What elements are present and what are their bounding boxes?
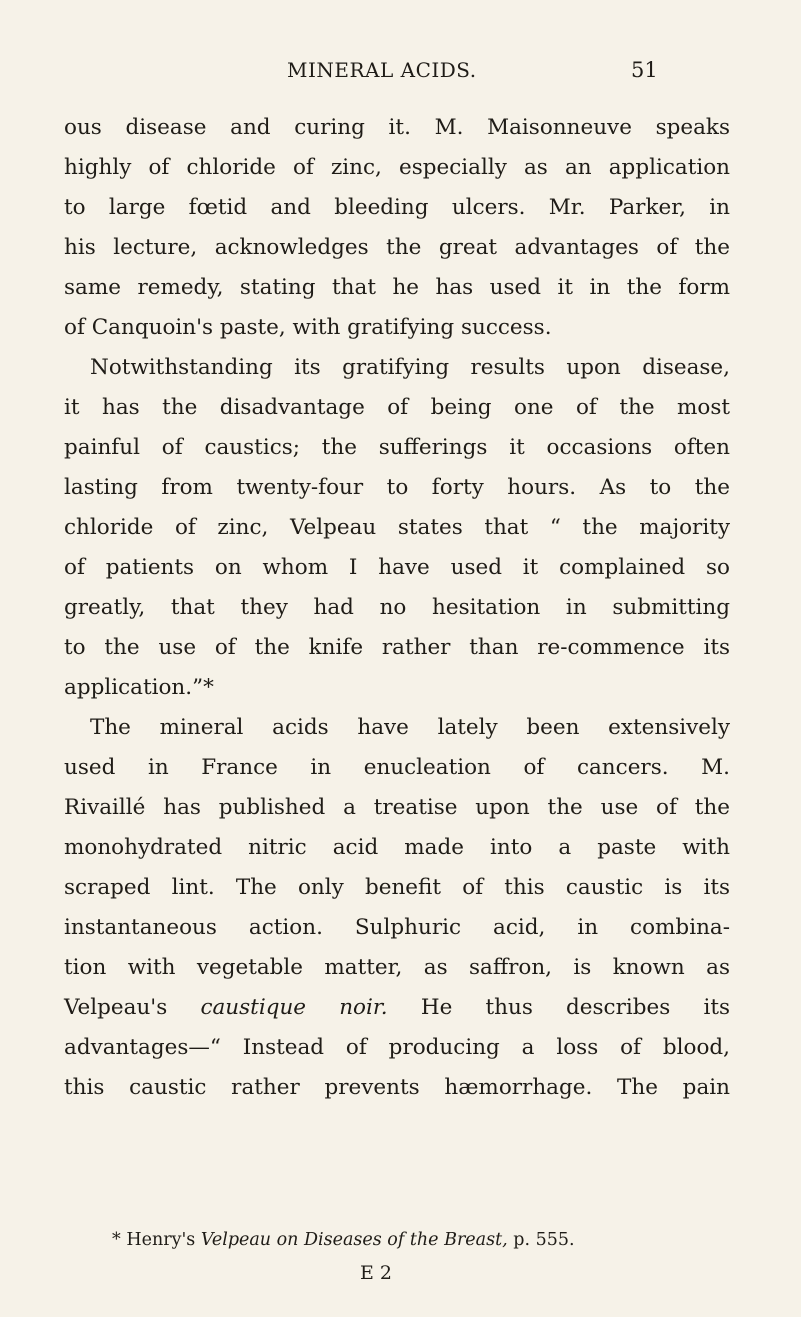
footnote-title: Velpeau on Diseases of the Breast, xyxy=(200,1230,508,1250)
text-line: of Canquoin's paste, with gratifying success. xyxy=(64,315,552,340)
text-line: greatly, that they had no hesitation in submitting xyxy=(64,595,730,620)
text-line: it has the disadvantage of being one of the most xyxy=(64,395,730,420)
paragraph-start-line: The mineral acids have lately been extensively xyxy=(90,715,730,740)
text-line: application.”* xyxy=(64,675,214,700)
text-line-with-italic xyxy=(64,988,730,1028)
text-line: used in France in enucleation of cancers. M. xyxy=(64,755,730,780)
page-number: 51 xyxy=(631,58,658,82)
line-segment: He thus describes its xyxy=(387,995,730,1020)
text-line: ous disease and curing it. M. Maisonneuve speaks xyxy=(64,115,730,140)
text-line: same remedy, stating that he has used it in the form xyxy=(64,275,730,300)
text-line: of patients on whom I have used it complained so xyxy=(64,555,730,580)
body-text xyxy=(64,108,730,1108)
text-line: Rivaillé has published a treatise upon the use of the xyxy=(64,795,730,820)
page-header xyxy=(0,58,801,88)
text-line: painful of caustics; the sufferings it occasions often xyxy=(64,435,730,460)
text-line: instantaneous action. Sulphuric acid, in combina- xyxy=(64,915,730,940)
italic-term: caustique noir. xyxy=(200,995,388,1020)
text-line: highly of chloride of zinc, especially as an application xyxy=(64,155,730,180)
running-head: MINERAL ACIDS. xyxy=(287,58,477,82)
text-line: to large fœtid and bleeding ulcers. Mr. Parker, in xyxy=(64,195,730,220)
paragraph-start-line: Notwithstanding its gratifying results upon disease, xyxy=(90,355,730,380)
text-line: scraped lint. The only benefit of this caustic is its xyxy=(64,875,730,900)
text-line: to the use of the knife rather than re-commence its xyxy=(64,635,730,660)
line-segment: Velpeau's xyxy=(64,995,201,1020)
footnote-page-ref: p. 555. xyxy=(507,1230,575,1250)
text-line: monohydrated nitric acid made into a paste with xyxy=(64,835,730,860)
footnote-marker: * xyxy=(112,1230,127,1250)
footnote xyxy=(112,1230,575,1250)
text-line: lasting from twenty-four to forty hours. As to the xyxy=(64,475,730,500)
footnote-author: Henry's xyxy=(126,1230,201,1250)
text-line: his lecture, acknowledges the great advantages of the xyxy=(64,235,730,260)
text-line: advantages—“ Instead of producing a loss of blood, xyxy=(64,1035,730,1060)
signature-mark: E 2 xyxy=(360,1262,392,1284)
text-line: tion with vegetable matter, as saffron, is known as xyxy=(64,955,730,980)
text-line: this caustic rather prevents hæmorrhage. The pain xyxy=(64,1075,730,1100)
text-line: chloride of zinc, Velpeau states that “ the majority xyxy=(64,515,730,540)
